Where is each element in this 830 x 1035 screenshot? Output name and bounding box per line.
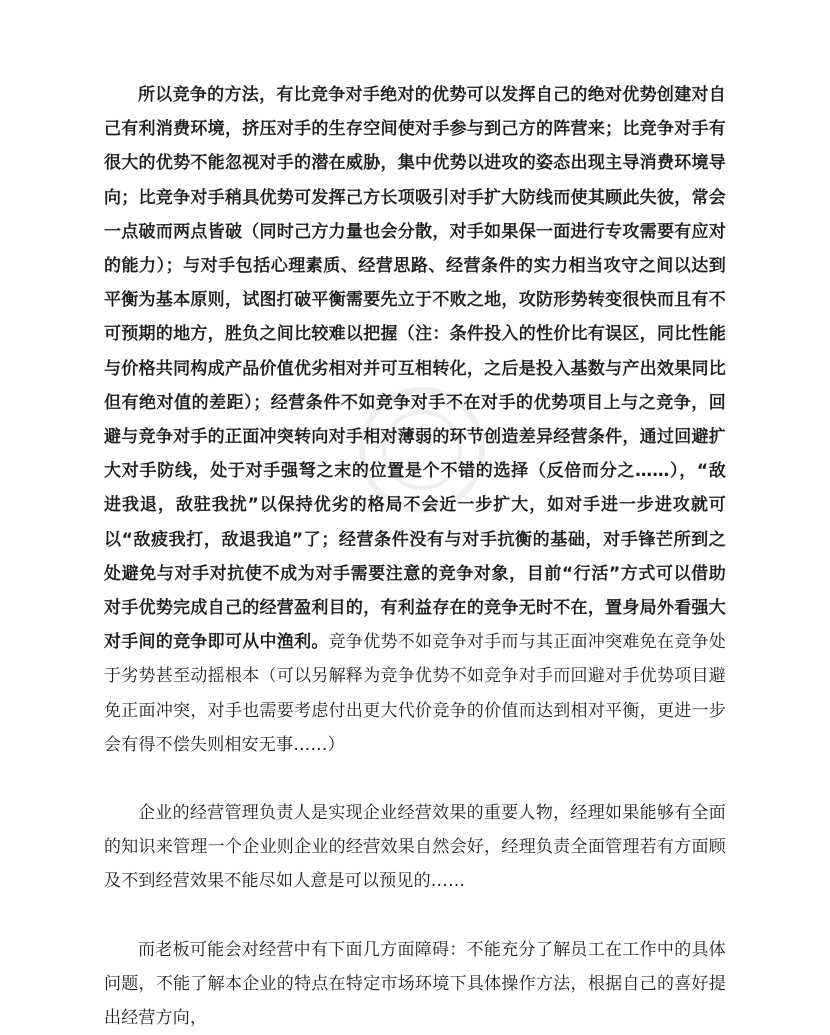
paragraph-competition-methods-main: 所以竞争的方法，有比竞争对手绝对的优势可以发挥自己的绝对优势创建对自己有利消费环境，挤压对手的生存空间使对手参与到己方的阵营来；比竞争对手有很大的优势不能忽视对手的潜在威胁，集中优势以进攻的姿态出现主导消费环境导向；比竞争对手稍具优势可发挥己方长项吸引对手扩大防线而使其顾此失彼，常会一点破而两点皆破（同时己方力量也会分散，对手如果保一面进行专攻需要有应对的能力）；与对手包括心理素质、经营思路、经营条件的实力相当攻守之间以达到平衡为基本原则，试图打破平衡需要先立于不败之地，攻防形势转变很快而且有不可预期的地方，胜负之间比较难以把握（注：条件投入的性价比有误区，同比性能与价格共同构成产品价值优劣相对并可互相转化，之后是投入基数与产出效果同比但有绝对值的差距）；经营条件不如竞争对手不在对手的优势项目上与之竞争，回避与竞争对手的正面冲突转向对手相对薄弱的环节创造差异经营条件，通过回避扩大对手防线，处于对手强弩之末的位置是个不错的选择（反倍而分之……），“敌进我退，敌驻我扰”以保持优劣的格局不会近一步扩大，如对手进一步进攻就可以“敌疲我打，敌退我追”了；经营条件没有与对手抗衡的基础，对手锋芒所到之处避免与对手对抗使不成为对手需要注意的竞争对象，目前“行活”方式可以借助对手优势完成自己的经营盈利目的，有利益存在的竞争无时不在，置身局外看强大对手间的竞争即可从中渔利。 [104,85,726,653]
document-body [104,78,726,1035]
paragraph-manager-role: 企业的经营管理负责人是实现企业经营效果的重要人物，经理如果能够有全面的知识来管理一个企业则企业的经营效果自然会好，经理负责全面管理若有方面顾及不到经营效果不能尽如人意是可以预见的…… [104,803,726,892]
paragraph-boss-obstacles: 而老板可能会对经营中有下面几方面障碍：不能充分了解员工在工作中的具体问题，不能了解本企业的特点在特定市场环境下具体操作方法，根据自己的喜好提出经营方向， [104,939,726,1029]
paragraph-competition-methods [104,78,726,762]
paragraph-competition-methods-continuation: 竞争优势不如竞争对手而与其正面冲突难免在竞争处于劣势甚至动摇根本（可以另解释为竞争优势不如竞争对手而回避对手优势项目避免正面冲突，对手也需要考虑付出更大代价竞争的价值而达到相对平衡，更进一步会有得不偿失则相安无事……） [104,632,726,755]
